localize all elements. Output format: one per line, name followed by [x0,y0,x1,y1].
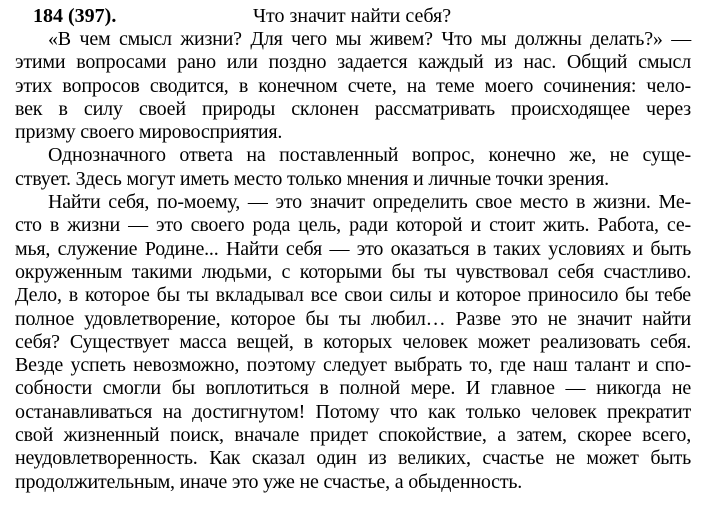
paragraph-2 [15,144,691,191]
exercise-title: Что значит найти себя? [253,5,452,27]
document-page [15,4,691,494]
text-line: продолжительным, иначе это уже не счастье, а обыденность. [15,470,523,493]
text-line: век в силу своей природы склонен рассматривать происходящее через [15,97,691,120]
text-line: сто в жизни — это своего рода цель, ради которой и стоит жить. Работа, се- [15,214,691,237]
text-line: мья, служение Родине... Найти себя — это оказаться в таких условиях и быть [15,237,691,260]
text-line: полное удовлетворение, которое бы ты любил… Разве это не значит найти [15,307,691,330]
text-line: «В чем смысл жизни? Для чего мы живем? Что мы должны делать?» — [48,28,691,50]
text-line: Однозначного ответа на поставленный вопрос, конечно же, не суще- [48,144,691,167]
text-line: неудовлетворенность. Как сказал один из великих, счастье не может быть [15,447,691,470]
text-line: Дело, в которое бы ты вкладывал все свои силы и которое приносило бы тебе [15,284,691,307]
text-line: окруженным такими людьми, с которыми бы ты чувствовал себя счастливо. [15,260,691,283]
text-line: призму своего мировосприятия. [15,121,283,144]
text-line: собности смогли бы воплотиться в полной мере. И главное — никогда не [15,377,691,400]
text-line: Везде успеть невозможно, поэтому следует выбрать то, где наш талант и спо- [15,354,691,377]
text-line: себя? Существует масса вещей, в которых человек может реализовать себя. [15,330,691,353]
exercise-number: 184 (397). [33,5,117,27]
text-line: Найти себя, по-моему, — это значит определить свое место в жизни. Ме- [48,191,691,214]
text-line: свой жизненный поиск, вначале придет спокойствие, а затем, скорее всего, [15,424,691,447]
text-line: ствует. Здесь могут иметь место только мнения и личные точки зрения. [15,167,609,190]
text-line: этими вопросами рано или поздно задается каждый из нас. Общий смысл [15,51,691,74]
exercise-heading [15,4,691,28]
paragraph-1 [15,28,691,144]
paragraph-3 [15,191,691,494]
text-line: этих вопросов сводится, в конечном счете, на теме моего сочинения: чело- [15,74,691,97]
text-line: останавливаться на достигнутом! Потому что как только человек прекратит [15,400,691,423]
